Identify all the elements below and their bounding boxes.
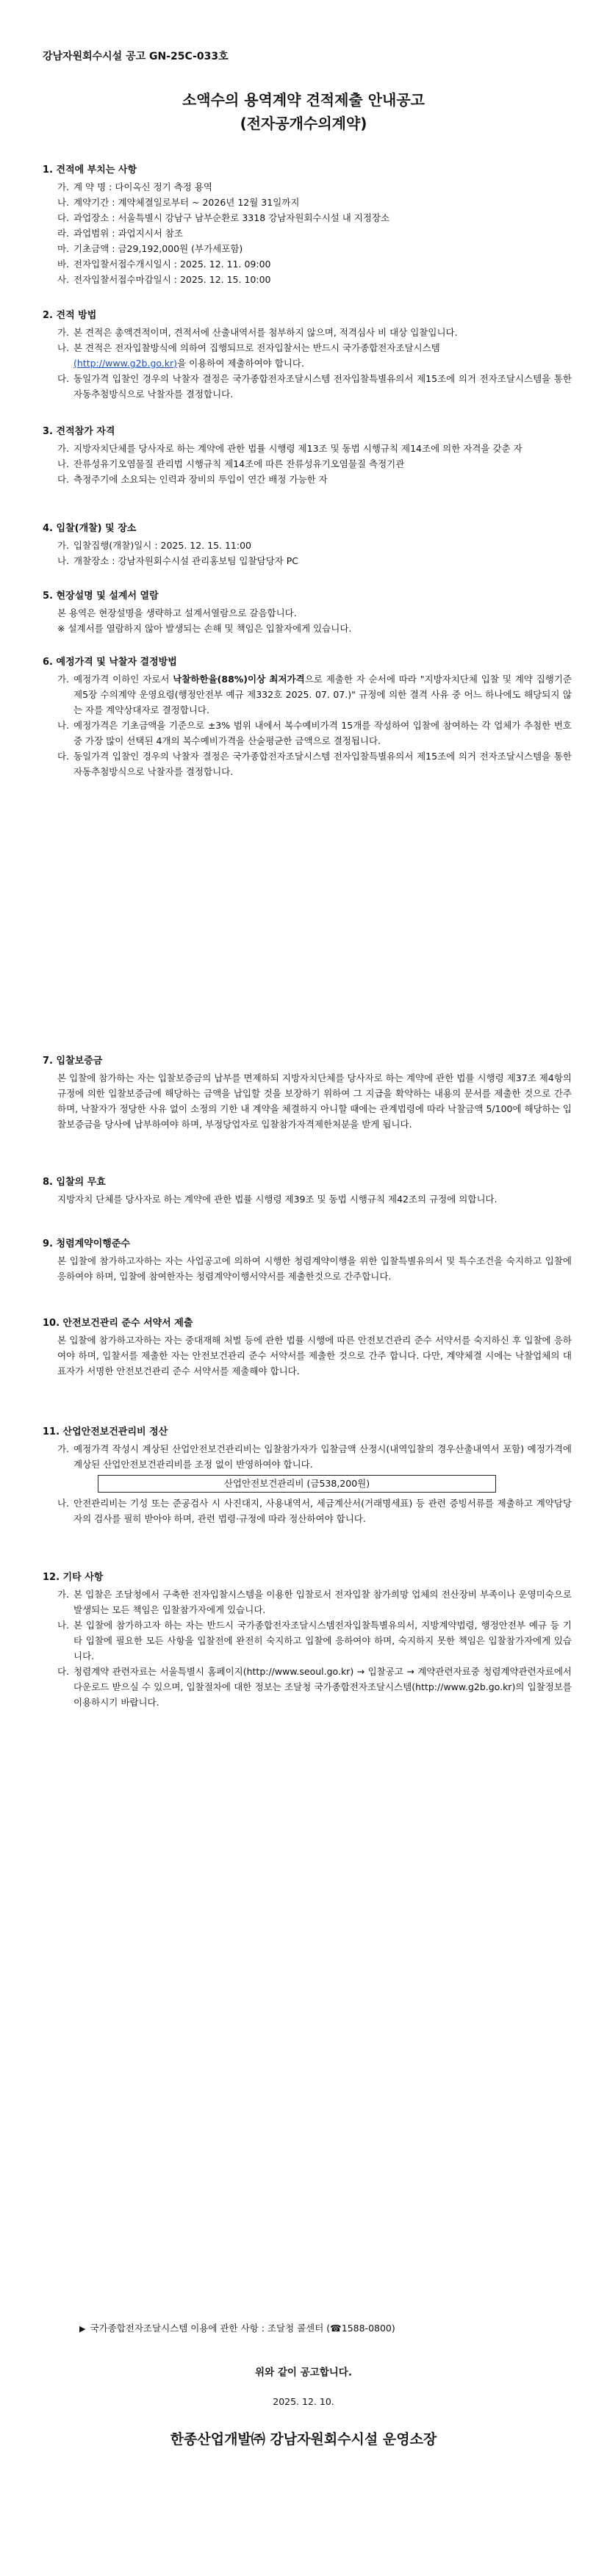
list-item: 다. 청렴계약 관련자료는 서울특별시 홈페이지(http://www.seoul.go.kr) → 입찰공고 → 계약관련자료중 청렴계약관련자료에서 다운로드 받으실 수 있으며, 입찰절차에 대한 정보는 조달청 국가종합전자조달시스템(http://www.g2b.go.kr)의 입찰정보를 이용하시기 바랍니다. bbox=[57, 1666, 572, 1708]
section-heading: 10. 안전보건관리 준수 서약서 제출 bbox=[43, 1318, 193, 1329]
list-item: 나. 예정가격은 기초금액을 기준으로 ±3% 범위 내에서 복수예비가격 15개를 작성하여 입찰에 참여하는 각 업체가 추첨한 번호 중 가장 많이 선택된 4개의 복수예비가격을 산술평균한 금액으로 결정됩니다. bbox=[57, 720, 572, 746]
section-9 bbox=[43, 1237, 572, 1284]
section-12 bbox=[43, 1570, 572, 1710]
section-heading: 7. 입찰보증금 bbox=[43, 1056, 103, 1067]
section-3 bbox=[43, 425, 572, 487]
list-item: 마. 기초금액 : 금29,192,000원 (부가세포함) bbox=[57, 243, 243, 254]
section-7 bbox=[43, 1054, 572, 1132]
section-text: 본 입찰에 참가하는 자는 입찰보증금의 납부를 면제하되 지방자치단체를 당사자로 하는 계약에 관한 법률 시행령 제37조 제4항의 규정에 의한 입찰보증금에 해당하는 금액을 납입할 것을 보장하기 위하여 그 지급을 확약하는 내용의 문서를 제출한 것으로 간주하며, 낙찰자가 정당한 사유 없이 소정의 기한 내 계약을 체결하지 아니할 때에는 관계법령에 따라 낙찰금액 5/100에 해당하는 입찰보증금을 당사에 납부하여야 하며, 부정당업자로 입찰참가자격제한처분을 받게 됩니다. bbox=[57, 1072, 572, 1130]
section-heading: 12. 기타 사항 bbox=[43, 1572, 104, 1583]
g2b-link[interactable]: (http://www.g2b.go.kr) bbox=[73, 358, 178, 369]
list-item: 나. 계약기간 : 계약체결일로부터 ~ 2026년 12월 31일까지 bbox=[57, 197, 300, 208]
section-8 bbox=[43, 1175, 572, 1207]
section-heading: 11. 산업안전보건관리비 정산 bbox=[43, 1426, 168, 1437]
section-1 bbox=[43, 163, 572, 287]
section-heading: 9. 청렴계약이행준수 bbox=[43, 1238, 130, 1249]
list-item: 가. 예정가격 작성시 계상된 산업안전보건관리비는 입찰참가자가 입찰금액 산정시(내역입찰의 경우산출내역서 포함) 예정가격에 계상된 산업안전보건관리비를 조정 없이 반영하여야 합니다. bbox=[57, 1443, 572, 1470]
list-item: 나. 본 입찰에 참가하고자 하는 자는 반드시 국가종합전자조달시스템전자입찰특별유의서, 지방계약법령, 행정안전부 예규 등 기타 입찰에 필요한 모든 사항을 입찰전에 완전히 숙지하고 입찰에 응하여야 하며, 숙지하지 못한 책임은 입찰참가자에게 있습니다. bbox=[57, 1620, 572, 1662]
lower-limit-rate: 낙찰하한율(88%)이상 최저가격 bbox=[173, 674, 305, 685]
notice-date: 2025. 12. 10. bbox=[273, 2396, 334, 2407]
list-item: 가. 예정가격 이하인 자로서 낙찰하한율(88%)이상 최저가격으로 제출한 자 순서에 따라 "지방자치단체 입찰 및 계약 집행기준 제5장 수의계약 운영요령(행정안전부 예규 제332호 2025. 07. 07.)" 규정에 의한 결격 사유 중 어느 하나에도 해당되지 않는 자를 계약상대자로 결정합니다. bbox=[57, 674, 572, 715]
closing-statement: 위와 같이 공고합니다. bbox=[255, 2367, 352, 2378]
section-heading: 1. 견적에 부치는 사항 bbox=[43, 165, 137, 176]
list-item: 다. 동일가격 입찰인 경우의 낙찰자 결정은 국가종합전자조달시스템 전자입찰특별유의서 제15조에 의거 전자조달시스템을 통한 자동추첨방식으로 낙찰자를 결정합니다. bbox=[57, 373, 572, 400]
list-item: 가. 본 견적은 총액견적이며, 견적서에 산출내역서를 첨부하지 않으며, 적격심사 비 대상 입찰입니다. bbox=[57, 327, 458, 338]
section-2 bbox=[43, 309, 572, 402]
list-item: 가. 계 약 명 : 다이옥신 정기 측정 용역 bbox=[57, 181, 213, 192]
issuer-signature: 한종산업개발㈜ 강남자원회수시설 운영소장 bbox=[170, 2431, 437, 2447]
list-item: 나. 안전관리비는 기성 또는 준공검사 시 사진대지, 사용내역서, 세금계산서(거래명세표) 등 관련 증빙서류를 제출하고 계약담당자의 검사를 필히 받아야 하며, 관련 법령·규정에 따라 정산하여야 합니다. bbox=[57, 1498, 572, 1524]
section-note: ※ 설계서를 열람하지 않아 발생되는 손해 및 책임은 입찰자에게 있습니다. bbox=[57, 623, 352, 634]
list-item: 가. 본 입찰은 조달청에서 구축한 전자입찰시스템을 이용한 입찰로서 전자입찰 참가희망 업체의 전산장비 부족이나 운영미숙으로 발생되는 모든 책임은 입찰참가자에게 있습니다. bbox=[57, 1589, 572, 1615]
list-item: 나. 개찰장소 : 강남자원회수시설 관리홍보팀 입찰담당자 PC bbox=[57, 555, 298, 566]
list-item: 가. 입찰집행(개찰)일시 : 2025. 12. 15. 11:00 bbox=[57, 540, 251, 551]
section-heading: 3. 견적참가 자격 bbox=[43, 426, 115, 437]
list-item: 다. 동일가격 입찰인 경우의 낙찰자 결정은 국가종합전자조달시스템 전자입찰특별유의서 제15조에 의거 전자조달시스템을 통한 자동추첨방식으로 낙찰자를 결정합니다. bbox=[57, 751, 572, 777]
section-heading: 8. 입찰의 무효 bbox=[43, 1177, 106, 1188]
list-item: 사. 전자입찰서접수마감일시 : 2025. 12. 15. 10:00 bbox=[57, 274, 271, 285]
list-item: 라. 과업범위 : 과업지시서 참조 bbox=[57, 228, 183, 239]
notice-number: 강남자원회수시설 공고 GN-25C-033호 bbox=[43, 51, 229, 62]
safety-cost-box: 산업안전보건관리비 (금538,200원) bbox=[98, 1475, 496, 1493]
list-item: 가. 지방자치단체를 당사자로 하는 계약에 관한 법률 시행령 제13조 및 동법 시행규칙 제14조에 의한 자격을 갖춘 자 bbox=[57, 443, 522, 454]
section-heading: 2. 견적 방법 bbox=[43, 310, 97, 321]
list-item: 다. 측정주기에 소요되는 인력과 장비의 투입이 연간 배정 가능한 자 bbox=[57, 474, 328, 485]
section-text: 지방자치 단체를 당사자로 하는 계약에 관한 법률 시행령 제39조 및 동법 시행규칙 제42조의 규정에 의합니다. bbox=[57, 1194, 498, 1205]
section-text: 본 입찰에 참가하고자하는 자는 사업공고에 의하여 시행한 청렴계약이행을 위한 입찰특별유의서 및 특수조건을 숙지하고 입찰에 응하여야 하며, 입찰에 참여한자는 청렴계약이행서약서를 제출한것으로 간주합니다. bbox=[57, 1255, 572, 1282]
list-item: 나. 잔류성유기오염물질 관리법 시행규칙 제14조에 따른 잔류성유기오염물질 측정기관 bbox=[57, 458, 405, 469]
section-10 bbox=[43, 1316, 572, 1379]
section-6 bbox=[43, 655, 572, 779]
list-item: 바. 전자입찰서접수개시일시 : 2025. 12. 11. 09:00 bbox=[57, 259, 271, 270]
section-heading: 5. 현장설명 및 설계서 열람 bbox=[43, 591, 159, 602]
inquiry-note bbox=[79, 2321, 395, 2334]
inquiry-text: 국가종합전자조달시스템 이용에 관한 사항 : 조달청 콜센터 (☎1588-0800) bbox=[90, 2323, 395, 2334]
page-title: 소액수의 용역계약 견적제출 안내공고 bbox=[182, 91, 425, 109]
section-4 bbox=[43, 522, 572, 569]
section-heading: 6. 예정가격 및 낙찰자 결정방법 bbox=[43, 657, 177, 668]
title-block bbox=[0, 88, 607, 135]
section-heading: 4. 입찰(개찰) 및 장소 bbox=[43, 523, 137, 534]
section-5 bbox=[43, 589, 572, 636]
list-item: 나. 본 견적은 전자입찰방식에 의하여 집행되므로 전자입찰서는 반드시 국가종합전자조달시스템 (http://www.g2b.go.kr)을 이용하여 제출하여야 합니다. bbox=[57, 342, 440, 369]
triangle-icon: ▶ bbox=[79, 2324, 86, 2334]
section-text: 본 입찰에 참가하고자하는 자는 중대재해 처벌 등에 관한 법률 시행에 따른 안전보건관리 준수 서약서를 숙지하신 후 입찰에 응하여야 하며, 입찰서를 제출한 자는 안전보건관리 준수 서약서를 제출한 것으로 간주 합니다. 다만, 계약체결 시에는 낙찰업체의 대표자가 서명한 안전보건관리 준수 서약서를 제출해야 합니다. bbox=[57, 1335, 572, 1377]
section-text: 본 용역은 현장설명을 생략하고 설계서열람으로 갈음합니다. bbox=[57, 607, 297, 618]
list-item: 다. 과업장소 : 서울특별시 강남구 남부순환로 3318 강남자원회수시설 내 지정장소 bbox=[57, 212, 390, 223]
section-11 bbox=[43, 1425, 572, 1526]
page-subtitle: (전자공개수의계약) bbox=[240, 115, 367, 132]
